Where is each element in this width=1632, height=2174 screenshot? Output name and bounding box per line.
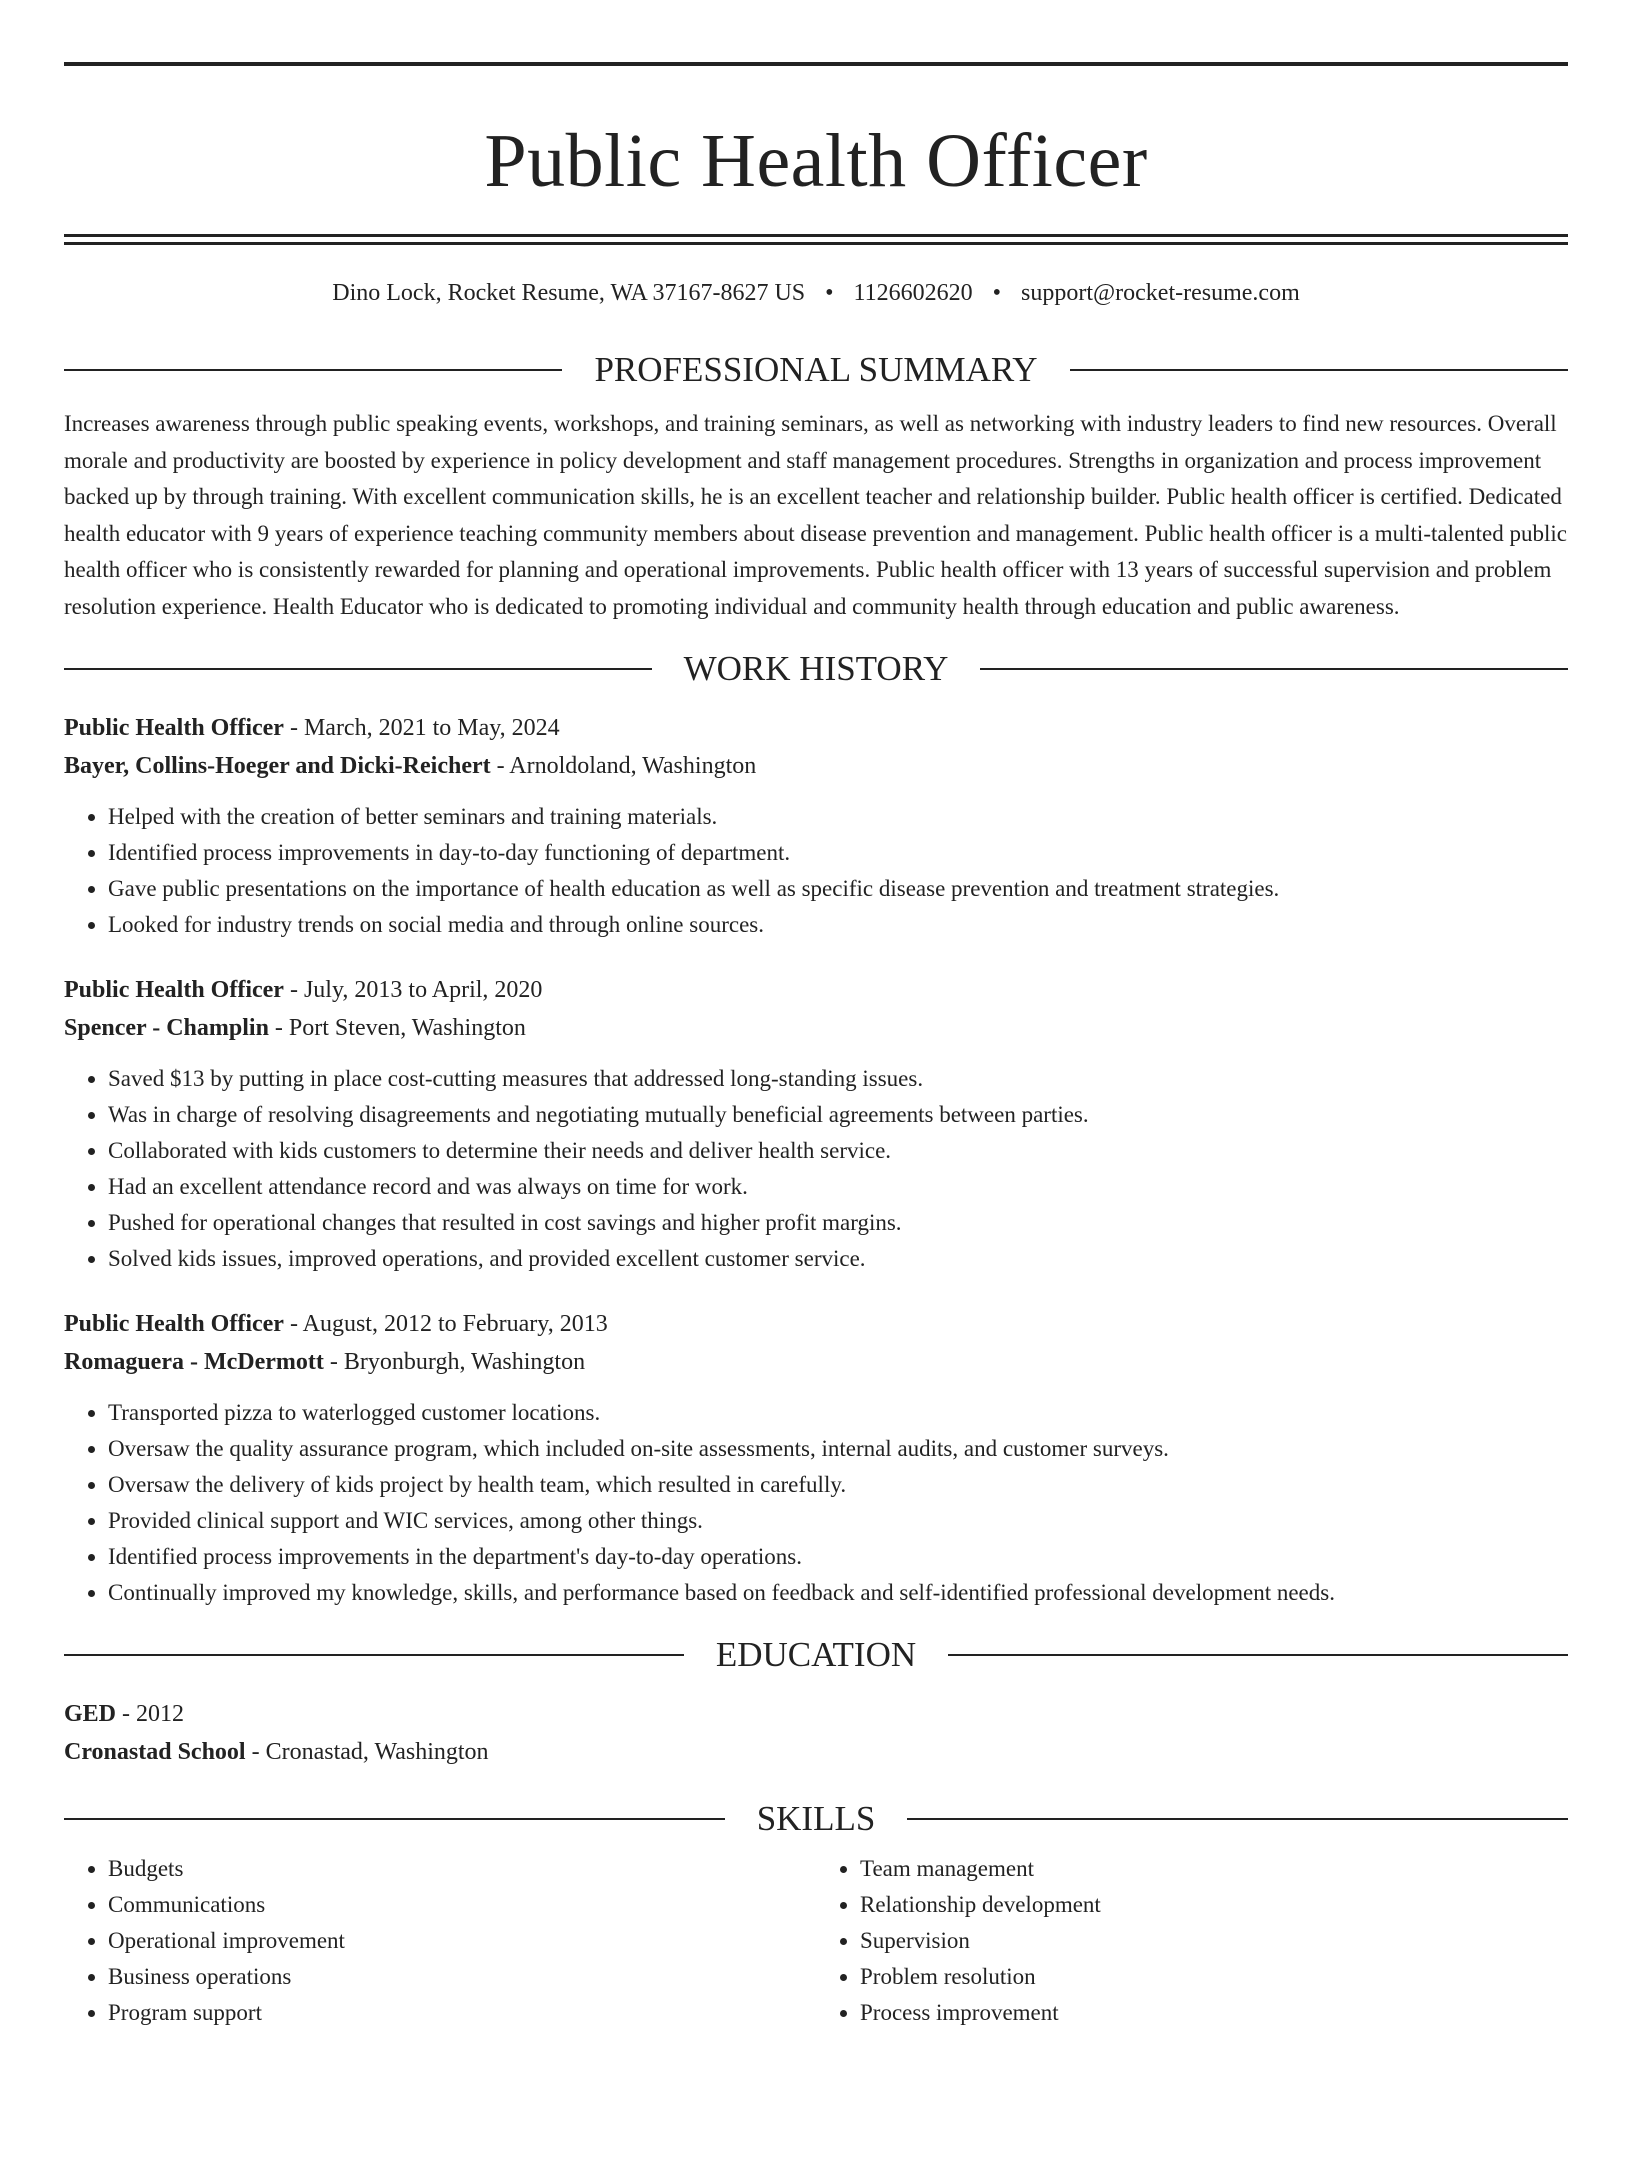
heading-rule	[980, 668, 1568, 670]
skill-item: • Budgets	[108, 1851, 816, 1887]
job-location: - Arnoldoland, Washington	[490, 753, 757, 779]
job-title: Public Health Officer	[64, 977, 284, 1003]
contact-email: support@rocket-resume.com	[1021, 280, 1300, 306]
job-bullets	[64, 1061, 1568, 1277]
education-entry	[64, 1695, 1568, 1771]
list-item: • Collaborated with kids customers to determine their needs and deliver health service.	[108, 1133, 1568, 1169]
skills-grid	[64, 1841, 1568, 2031]
job-company: Romaguera - McDermott	[64, 1349, 324, 1375]
section-title: WORK HISTORY	[683, 649, 949, 688]
job-company-line	[64, 1343, 1568, 1381]
skill-item: • Supervision	[860, 1923, 1568, 1959]
heading-rule	[64, 369, 562, 371]
job-entry	[64, 1305, 1568, 1611]
job-company-line	[64, 747, 1568, 785]
job-dates: - August, 2012 to February, 2013	[283, 1311, 608, 1337]
skills-column-left	[64, 1851, 816, 2031]
skill-item: • Relationship development	[860, 1887, 1568, 1923]
summary-text: Increases awareness through public speaking events, workshops, and training seminars, as well as networking with industry leaders to find new resources. Overall morale and productivity are boosted by experience in policy development and staff management procedures. Strengths in organization and process improvement backed up by through training. With excellent communication skills, he is an excellent teacher and relationship builder. Public health officer is certified. Dedicated health educator with 9 years of experience teaching community members about disease prevention and management. Public health officer is a multi-talented public health officer who is consistently rewarded for planning and operational improvements. Public health officer with 13 years of successful supervision and problem resolution experience. Health Educator who is dedicated to promoting individual and community health through education and public awareness.	[64, 411, 1568, 619]
job-company: Spencer - Champlin	[64, 1015, 269, 1041]
list-item: • Saved $13 by putting in place cost-cutting measures that addressed long-standing issues.	[108, 1061, 1568, 1097]
skill-item: • Business operations	[108, 1959, 816, 1995]
section-title: SKILLS	[756, 1799, 876, 1838]
contact-address: Dino Lock, Rocket Resume, WA 37167-8627 US	[332, 280, 806, 306]
heading-rule	[64, 1818, 725, 1820]
skill-item: • Problem resolution	[860, 1959, 1568, 1995]
job-entry	[64, 709, 1568, 943]
job-title-line	[64, 971, 1568, 1009]
list-item: • Transported pizza to waterlogged customer locations.	[108, 1395, 1568, 1431]
job-title: Public Health Officer	[64, 715, 284, 741]
list-item: • Provided clinical support and WIC services, among other things.	[108, 1503, 1568, 1539]
section-heading-work	[64, 647, 1568, 691]
list-item: • Oversaw the delivery of kids project by health team, which resulted in carefully.	[108, 1467, 1568, 1503]
job-location: - Port Steven, Washington	[268, 1015, 526, 1041]
job-bullets	[64, 799, 1568, 943]
education-school-line	[64, 1733, 1568, 1771]
education-year: - 2012	[116, 1701, 185, 1727]
list-item: • Continually improved my knowledge, skills, and performance based on feedback and self-identified professional development needs.	[108, 1575, 1568, 1611]
section-title: PROFESSIONAL SUMMARY	[594, 350, 1038, 389]
list-item: • Identified process improvements in the department's day-to-day operations.	[108, 1539, 1568, 1575]
contact-phone: 1126602620	[853, 280, 973, 306]
resume-page	[0, 62, 1632, 2174]
job-bullets	[64, 1395, 1568, 1611]
heading-rule	[64, 1654, 684, 1656]
resume-name: Public Health Officer	[484, 119, 1148, 203]
double-rule	[64, 234, 1568, 245]
job-title: Public Health Officer	[64, 1311, 284, 1337]
section-heading-skills	[64, 1797, 1568, 1841]
list-item: • Was in charge of resolving disagreements and negotiating mutually beneficial agreements between parties.	[108, 1097, 1568, 1133]
list-item: • Helped with the creation of better seminars and training materials.	[108, 799, 1568, 835]
list-item: • Had an excellent attendance record and was always on time for work.	[108, 1169, 1568, 1205]
education-degree: GED	[64, 1701, 117, 1727]
education-location: - Cronastad, Washington	[245, 1739, 489, 1765]
job-title-line	[64, 709, 1568, 747]
skill-item: • Operational improvement	[108, 1923, 816, 1959]
list-item: • Looked for industry trends on social media and through online sources.	[108, 907, 1568, 943]
job-company-line	[64, 1009, 1568, 1047]
skill-item: • Process improvement	[860, 1995, 1568, 2031]
job-company: Bayer, Collins-Hoeger and Dicki-Reichert	[64, 753, 491, 779]
top-rule	[64, 62, 1568, 66]
section-heading-summary	[64, 348, 1568, 392]
list-item: • Solved kids issues, improved operations, and provided excellent customer service.	[108, 1241, 1568, 1277]
skill-item: • Program support	[108, 1995, 816, 2031]
job-location: - Bryonburgh, Washington	[323, 1349, 586, 1375]
job-entry	[64, 971, 1568, 1277]
heading-rule	[948, 1654, 1568, 1656]
list-item: • Gave public presentations on the importance of health education as well as specific disease prevention and treatment strategies.	[108, 871, 1568, 907]
education-degree-line	[64, 1695, 1568, 1733]
education-school: Cronastad School	[64, 1739, 246, 1765]
skills-column-right	[816, 1851, 1568, 2031]
list-item: • Pushed for operational changes that resulted in cost savings and higher profit margins.	[108, 1205, 1568, 1241]
heading-rule	[1070, 369, 1568, 371]
list-item: • Identified process improvements in day-to-day functioning of department.	[108, 835, 1568, 871]
section-title: EDUCATION	[715, 1635, 917, 1674]
job-dates: - March, 2021 to May, 2024	[283, 715, 560, 741]
section-heading-education	[64, 1633, 1568, 1677]
job-title-line	[64, 1305, 1568, 1343]
contact-separator: •	[992, 280, 1002, 306]
contact-separator: •	[825, 280, 834, 306]
skill-item: • Communications	[108, 1887, 816, 1923]
list-item: • Oversaw the quality assurance program, which included on-site assessments, internal audits, and customer surveys.	[108, 1431, 1568, 1467]
heading-rule	[64, 668, 652, 670]
skill-item: • Team management	[860, 1851, 1568, 1887]
contact-line	[64, 278, 1568, 308]
heading-rule	[907, 1818, 1568, 1820]
job-dates: - July, 2013 to April, 2020	[283, 977, 543, 1003]
